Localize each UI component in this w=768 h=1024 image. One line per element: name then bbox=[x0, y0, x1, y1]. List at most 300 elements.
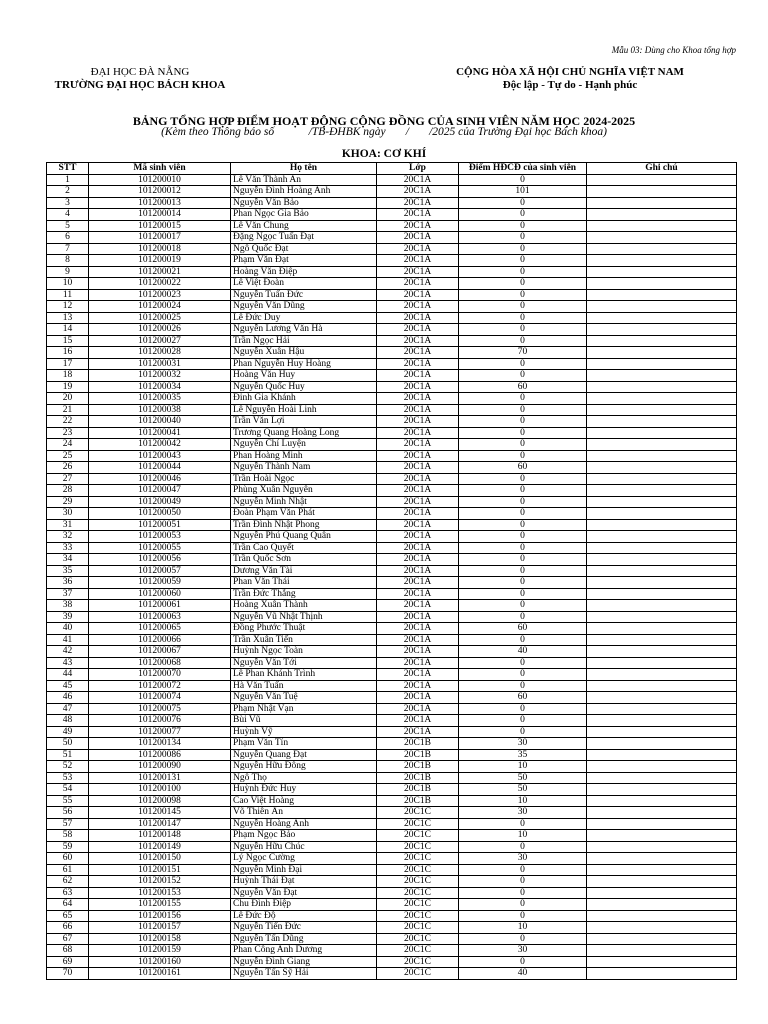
table-row bbox=[47, 634, 737, 646]
row-student-id: 101200148 bbox=[89, 830, 231, 842]
table-row bbox=[47, 600, 737, 612]
row-note bbox=[587, 404, 737, 416]
row-class: 20C1C bbox=[377, 922, 459, 934]
row-student-id: 101200041 bbox=[89, 427, 231, 439]
row-score: 10 bbox=[459, 922, 587, 934]
table-row bbox=[47, 370, 737, 382]
row-stt: 7 bbox=[47, 243, 89, 255]
row-stt: 37 bbox=[47, 588, 89, 600]
table-row bbox=[47, 404, 737, 416]
row-student-id: 101200147 bbox=[89, 818, 231, 830]
row-student-id: 101200068 bbox=[89, 657, 231, 669]
table-row bbox=[47, 692, 737, 704]
row-student-id: 101200151 bbox=[89, 864, 231, 876]
row-full-name: Nguyễn Thành Nam bbox=[231, 462, 377, 474]
table-row bbox=[47, 715, 737, 727]
table-row bbox=[47, 335, 737, 347]
row-class: 20C1A bbox=[377, 301, 459, 313]
row-stt: 34 bbox=[47, 554, 89, 566]
row-note bbox=[587, 726, 737, 738]
row-score: 0 bbox=[459, 554, 587, 566]
row-student-id: 101200149 bbox=[89, 841, 231, 853]
row-note bbox=[587, 784, 737, 796]
row-student-id: 101200022 bbox=[89, 278, 231, 290]
row-class: 20C1A bbox=[377, 335, 459, 347]
row-note bbox=[587, 899, 737, 911]
row-note bbox=[587, 876, 737, 888]
row-class: 20C1A bbox=[377, 186, 459, 198]
table-row bbox=[47, 220, 737, 232]
row-full-name: Phan Công Anh Dương bbox=[231, 945, 377, 957]
row-stt: 1 bbox=[47, 174, 89, 186]
row-class: 20C1C bbox=[377, 910, 459, 922]
row-class: 20C1A bbox=[377, 680, 459, 692]
row-full-name: Huỳnh Thái Đạt bbox=[231, 876, 377, 888]
row-note bbox=[587, 738, 737, 750]
row-full-name: Nguyễn Tấn Sỹ Hải bbox=[231, 968, 377, 980]
row-stt: 54 bbox=[47, 784, 89, 796]
row-class: 20C1B bbox=[377, 761, 459, 773]
row-class: 20C1A bbox=[377, 404, 459, 416]
row-student-id: 101200060 bbox=[89, 588, 231, 600]
row-class: 20C1A bbox=[377, 703, 459, 715]
row-student-id: 101200150 bbox=[89, 853, 231, 865]
table-row bbox=[47, 450, 737, 462]
row-score: 0 bbox=[459, 404, 587, 416]
table-row bbox=[47, 197, 737, 209]
row-class: 20C1A bbox=[377, 370, 459, 382]
row-full-name: Nguyễn Văn Dũng bbox=[231, 301, 377, 313]
table-row bbox=[47, 554, 737, 566]
row-student-id: 101200155 bbox=[89, 899, 231, 911]
row-class: 20C1A bbox=[377, 416, 459, 428]
row-class: 20C1A bbox=[377, 462, 459, 474]
table-row bbox=[47, 922, 737, 934]
row-note bbox=[587, 243, 737, 255]
row-note bbox=[587, 577, 737, 589]
row-class: 20C1C bbox=[377, 887, 459, 899]
table-row bbox=[47, 312, 737, 324]
row-student-id: 101200040 bbox=[89, 416, 231, 428]
row-score: 40 bbox=[459, 646, 587, 658]
row-note bbox=[587, 933, 737, 945]
row-score: 0 bbox=[459, 370, 587, 382]
row-stt: 6 bbox=[47, 232, 89, 244]
row-score: 0 bbox=[459, 531, 587, 543]
row-score: 0 bbox=[459, 726, 587, 738]
row-class: 20C1C bbox=[377, 864, 459, 876]
row-student-id: 101200031 bbox=[89, 358, 231, 370]
table-row bbox=[47, 209, 737, 221]
row-full-name: Bùi Vũ bbox=[231, 715, 377, 727]
row-score: 0 bbox=[459, 634, 587, 646]
table-row bbox=[47, 818, 737, 830]
row-full-name: Nguyễn Chí Luyện bbox=[231, 439, 377, 451]
row-stt: 3 bbox=[47, 197, 89, 209]
row-full-name: Nguyễn Tuấn Đức bbox=[231, 289, 377, 301]
row-score: 10 bbox=[459, 761, 587, 773]
row-student-id: 101200061 bbox=[89, 600, 231, 612]
row-class: 20C1A bbox=[377, 531, 459, 543]
row-full-name: Nguyễn Tấn Dũng bbox=[231, 933, 377, 945]
row-note bbox=[587, 358, 737, 370]
row-full-name: Nguyễn Đình Hoàng Anh bbox=[231, 186, 377, 198]
row-note bbox=[587, 623, 737, 635]
row-stt: 48 bbox=[47, 715, 89, 727]
row-class: 20C1A bbox=[377, 692, 459, 704]
table-row bbox=[47, 577, 737, 589]
national-motto: Độc lập - Tự do - Hạnh phúc bbox=[502, 79, 638, 91]
row-student-id: 101200047 bbox=[89, 485, 231, 497]
row-full-name: Nguyễn Phú Quang Quân bbox=[231, 531, 377, 543]
row-score: 0 bbox=[459, 416, 587, 428]
row-stt: 39 bbox=[47, 611, 89, 623]
row-student-id: 101200024 bbox=[89, 301, 231, 313]
table-row bbox=[47, 289, 737, 301]
row-score: 0 bbox=[459, 243, 587, 255]
row-score: 0 bbox=[459, 266, 587, 278]
row-score: 0 bbox=[459, 588, 587, 600]
row-stt: 22 bbox=[47, 416, 89, 428]
row-class: 20C1A bbox=[377, 439, 459, 451]
row-score: 0 bbox=[459, 910, 587, 922]
row-note bbox=[587, 864, 737, 876]
row-student-id: 101200053 bbox=[89, 531, 231, 543]
row-student-id: 101200023 bbox=[89, 289, 231, 301]
row-note bbox=[587, 795, 737, 807]
table-row bbox=[47, 784, 737, 796]
table-row bbox=[47, 761, 737, 773]
table-row bbox=[47, 381, 737, 393]
row-full-name: Đinh Gia Khánh bbox=[231, 393, 377, 405]
row-class: 20C1A bbox=[377, 554, 459, 566]
table-row bbox=[47, 531, 737, 543]
row-student-id: 101200159 bbox=[89, 945, 231, 957]
table-body bbox=[47, 174, 737, 979]
table-row bbox=[47, 508, 737, 520]
row-note bbox=[587, 772, 737, 784]
row-stt: 60 bbox=[47, 853, 89, 865]
row-full-name: Chu Đình Điệp bbox=[231, 899, 377, 911]
row-full-name: Lê Đức Duy bbox=[231, 312, 377, 324]
row-note bbox=[587, 220, 737, 232]
faculty-heading: KHOA: CƠ KHÍ bbox=[341, 148, 427, 160]
row-score: 50 bbox=[459, 784, 587, 796]
row-class: 20C1C bbox=[377, 899, 459, 911]
row-score: 0 bbox=[459, 232, 587, 244]
table-row bbox=[47, 542, 737, 554]
row-full-name: Lê Văn Thành An bbox=[231, 174, 377, 186]
document-title: BẢNG TỔNG HỢP ĐIỂM HOẠT ĐỘNG CỘNG ĐỒNG CỦA SINH VIÊN NĂM HỌC 2024-2025 bbox=[132, 114, 636, 128]
row-stt: 64 bbox=[47, 899, 89, 911]
row-class: 20C1A bbox=[377, 726, 459, 738]
row-score: 0 bbox=[459, 473, 587, 485]
row-score: 0 bbox=[459, 611, 587, 623]
table-row bbox=[47, 519, 737, 531]
row-class: 20C1C bbox=[377, 830, 459, 842]
row-stt: 16 bbox=[47, 347, 89, 359]
table-row bbox=[47, 864, 737, 876]
row-class: 20C1A bbox=[377, 393, 459, 405]
row-class: 20C1A bbox=[377, 496, 459, 508]
row-score: 0 bbox=[459, 715, 587, 727]
row-stt: 43 bbox=[47, 657, 89, 669]
row-class: 20C1A bbox=[377, 519, 459, 531]
row-class: 20C1A bbox=[377, 358, 459, 370]
header-class: Lớp bbox=[377, 163, 459, 175]
row-student-id: 101200042 bbox=[89, 439, 231, 451]
row-class: 20C1C bbox=[377, 956, 459, 968]
table-row bbox=[47, 680, 737, 692]
row-student-id: 101200156 bbox=[89, 910, 231, 922]
row-class: 20C1C bbox=[377, 945, 459, 957]
row-full-name: Võ Thiên Ân bbox=[231, 807, 377, 819]
row-student-id: 101200056 bbox=[89, 554, 231, 566]
table-row bbox=[47, 749, 737, 761]
row-stt: 65 bbox=[47, 910, 89, 922]
row-full-name: Phan Ngọc Gia Bảo bbox=[231, 209, 377, 221]
row-score: 0 bbox=[459, 197, 587, 209]
row-note bbox=[587, 278, 737, 290]
row-score: 0 bbox=[459, 485, 587, 497]
row-score: 0 bbox=[459, 312, 587, 324]
row-full-name: Nguyễn Minh Nhật bbox=[231, 496, 377, 508]
row-student-id: 101200100 bbox=[89, 784, 231, 796]
row-stt: 47 bbox=[47, 703, 89, 715]
row-class: 20C1B bbox=[377, 784, 459, 796]
row-student-id: 101200076 bbox=[89, 715, 231, 727]
row-stt: 25 bbox=[47, 450, 89, 462]
row-note bbox=[587, 761, 737, 773]
row-student-id: 101200046 bbox=[89, 473, 231, 485]
header-full-name: Họ tên bbox=[231, 163, 377, 175]
row-stt: 20 bbox=[47, 393, 89, 405]
row-note bbox=[587, 209, 737, 221]
row-stt: 29 bbox=[47, 496, 89, 508]
row-student-id: 101200055 bbox=[89, 542, 231, 554]
table-row bbox=[47, 876, 737, 888]
row-score: 0 bbox=[459, 450, 587, 462]
row-stt: 24 bbox=[47, 439, 89, 451]
row-note bbox=[587, 565, 737, 577]
row-student-id: 101200043 bbox=[89, 450, 231, 462]
row-stt: 55 bbox=[47, 795, 89, 807]
table-row bbox=[47, 565, 737, 577]
row-full-name: Nguyễn Văn Tới bbox=[231, 657, 377, 669]
row-score: 0 bbox=[459, 577, 587, 589]
row-full-name: Huỳnh Vỹ bbox=[231, 726, 377, 738]
row-note bbox=[587, 830, 737, 842]
row-note bbox=[587, 496, 737, 508]
row-class: 20C1A bbox=[377, 473, 459, 485]
row-student-id: 101200063 bbox=[89, 611, 231, 623]
row-student-id: 101200025 bbox=[89, 312, 231, 324]
row-note bbox=[587, 508, 737, 520]
row-full-name: Nguyễn Tiến Đức bbox=[231, 922, 377, 934]
row-class: 20C1B bbox=[377, 772, 459, 784]
row-class: 20C1C bbox=[377, 807, 459, 819]
row-class: 20C1A bbox=[377, 278, 459, 290]
row-full-name: Lê Đức Độ bbox=[231, 910, 377, 922]
row-score: 60 bbox=[459, 623, 587, 635]
row-student-id: 101200018 bbox=[89, 243, 231, 255]
row-stt: 63 bbox=[47, 887, 89, 899]
row-note bbox=[587, 531, 737, 543]
row-stt: 21 bbox=[47, 404, 89, 416]
row-note bbox=[587, 519, 737, 531]
table-row bbox=[47, 358, 737, 370]
table-row bbox=[47, 623, 737, 635]
row-full-name: Nguyễn Hữu Chúc bbox=[231, 841, 377, 853]
row-note bbox=[587, 174, 737, 186]
row-full-name: Cao Việt Hoàng bbox=[231, 795, 377, 807]
row-full-name: Trần Xuân Tiến bbox=[231, 634, 377, 646]
header-note: Ghi chú bbox=[587, 163, 737, 175]
row-score: 0 bbox=[459, 255, 587, 267]
row-stt: 52 bbox=[47, 761, 89, 773]
row-full-name: Đồng Phước Thuật bbox=[231, 623, 377, 635]
row-note bbox=[587, 266, 737, 278]
row-class: 20C1A bbox=[377, 565, 459, 577]
row-stt: 35 bbox=[47, 565, 89, 577]
row-class: 20C1C bbox=[377, 853, 459, 865]
row-stt: 57 bbox=[47, 818, 89, 830]
row-student-id: 101200075 bbox=[89, 703, 231, 715]
row-class: 20C1A bbox=[377, 347, 459, 359]
row-stt: 40 bbox=[47, 623, 89, 635]
national-title: CỘNG HÒA XÃ HỘI CHỦ NGHĨA VIỆT NAM bbox=[456, 66, 684, 78]
row-student-id: 101200015 bbox=[89, 220, 231, 232]
table-row bbox=[47, 738, 737, 750]
row-class: 20C1A bbox=[377, 289, 459, 301]
row-stt: 45 bbox=[47, 680, 89, 692]
row-score: 10 bbox=[459, 795, 587, 807]
row-stt: 33 bbox=[47, 542, 89, 554]
table-row bbox=[47, 945, 737, 957]
table-row bbox=[47, 473, 737, 485]
row-stt: 23 bbox=[47, 427, 89, 439]
table-row bbox=[47, 933, 737, 945]
row-note bbox=[587, 968, 737, 980]
row-student-id: 101200065 bbox=[89, 623, 231, 635]
row-score: 30 bbox=[459, 945, 587, 957]
row-class: 20C1A bbox=[377, 669, 459, 681]
row-score: 0 bbox=[459, 956, 587, 968]
row-student-id: 101200035 bbox=[89, 393, 231, 405]
table-row bbox=[47, 841, 737, 853]
table-row bbox=[47, 887, 737, 899]
document-subtitle: (Kèm theo Thông báo số /TB-ĐHBK ngày / /2025 của Trường Đại học Bách khoa) bbox=[161, 126, 607, 138]
row-class: 20C1A bbox=[377, 255, 459, 267]
row-score: 0 bbox=[459, 680, 587, 692]
row-note bbox=[587, 945, 737, 957]
row-full-name: Trần Văn Lợi bbox=[231, 416, 377, 428]
table-row bbox=[47, 956, 737, 968]
score-table bbox=[46, 162, 737, 980]
header-score: Điểm HĐCĐ của sinh viên bbox=[459, 163, 587, 175]
row-note bbox=[587, 600, 737, 612]
row-stt: 62 bbox=[47, 876, 89, 888]
row-note bbox=[587, 910, 737, 922]
row-student-id: 101200051 bbox=[89, 519, 231, 531]
row-score: 0 bbox=[459, 174, 587, 186]
row-note bbox=[587, 450, 737, 462]
row-class: 20C1A bbox=[377, 657, 459, 669]
row-note bbox=[587, 370, 737, 382]
table-row bbox=[47, 278, 737, 290]
row-note bbox=[587, 416, 737, 428]
table-row bbox=[47, 646, 737, 658]
row-note bbox=[587, 381, 737, 393]
table-row bbox=[47, 427, 737, 439]
row-stt: 38 bbox=[47, 600, 89, 612]
row-stt: 5 bbox=[47, 220, 89, 232]
row-class: 20C1C bbox=[377, 933, 459, 945]
row-score: 0 bbox=[459, 933, 587, 945]
row-note bbox=[587, 807, 737, 819]
row-note bbox=[587, 542, 737, 554]
row-note bbox=[587, 887, 737, 899]
row-score: 0 bbox=[459, 508, 587, 520]
row-class: 20C1A bbox=[377, 715, 459, 727]
row-stt: 59 bbox=[47, 841, 89, 853]
header-stt: STT bbox=[47, 163, 89, 175]
row-score: 0 bbox=[459, 301, 587, 313]
table-row bbox=[47, 243, 737, 255]
row-full-name: Trần Cao Quyết bbox=[231, 542, 377, 554]
row-full-name: Ngô Quốc Đạt bbox=[231, 243, 377, 255]
row-full-name: Hoàng Văn Điệp bbox=[231, 266, 377, 278]
row-full-name: Nguyễn Lương Văn Hà bbox=[231, 324, 377, 336]
row-full-name: Lê Nguyễn Hoài Linh bbox=[231, 404, 377, 416]
row-stt: 51 bbox=[47, 749, 89, 761]
row-full-name: Huỳnh Ngọc Toàn bbox=[231, 646, 377, 658]
row-full-name: Phạm Văn Tín bbox=[231, 738, 377, 750]
row-score: 0 bbox=[459, 209, 587, 221]
table-row bbox=[47, 324, 737, 336]
table-row bbox=[47, 657, 737, 669]
row-note bbox=[587, 197, 737, 209]
row-class: 20C1C bbox=[377, 818, 459, 830]
row-student-id: 101200134 bbox=[89, 738, 231, 750]
row-student-id: 101200158 bbox=[89, 933, 231, 945]
row-score: 0 bbox=[459, 841, 587, 853]
row-score: 0 bbox=[459, 887, 587, 899]
row-full-name: Nguyễn Vũ Nhật Thịnh bbox=[231, 611, 377, 623]
row-stt: 2 bbox=[47, 186, 89, 198]
row-student-id: 101200066 bbox=[89, 634, 231, 646]
row-full-name: Trần Đình Nhật Phong bbox=[231, 519, 377, 531]
row-note bbox=[587, 347, 737, 359]
row-score: 35 bbox=[459, 749, 587, 761]
row-class: 20C1C bbox=[377, 841, 459, 853]
row-full-name: Trần Quốc Sơn bbox=[231, 554, 377, 566]
row-student-id: 101200012 bbox=[89, 186, 231, 198]
row-stt: 69 bbox=[47, 956, 89, 968]
row-full-name: Phạm Ngọc Bảo bbox=[231, 830, 377, 842]
table-row bbox=[47, 255, 737, 267]
row-class: 20C1A bbox=[377, 209, 459, 221]
row-full-name: Đặng Ngọc Tuấn Đạt bbox=[231, 232, 377, 244]
row-full-name: Lê Việt Đoàn bbox=[231, 278, 377, 290]
row-class: 20C1A bbox=[377, 324, 459, 336]
row-full-name: Trần Hoài Ngọc bbox=[231, 473, 377, 485]
row-stt: 12 bbox=[47, 301, 89, 313]
row-note bbox=[587, 301, 737, 313]
row-class: 20C1A bbox=[377, 634, 459, 646]
row-full-name: Hoàng Xuân Thành bbox=[231, 600, 377, 612]
row-stt: 8 bbox=[47, 255, 89, 267]
